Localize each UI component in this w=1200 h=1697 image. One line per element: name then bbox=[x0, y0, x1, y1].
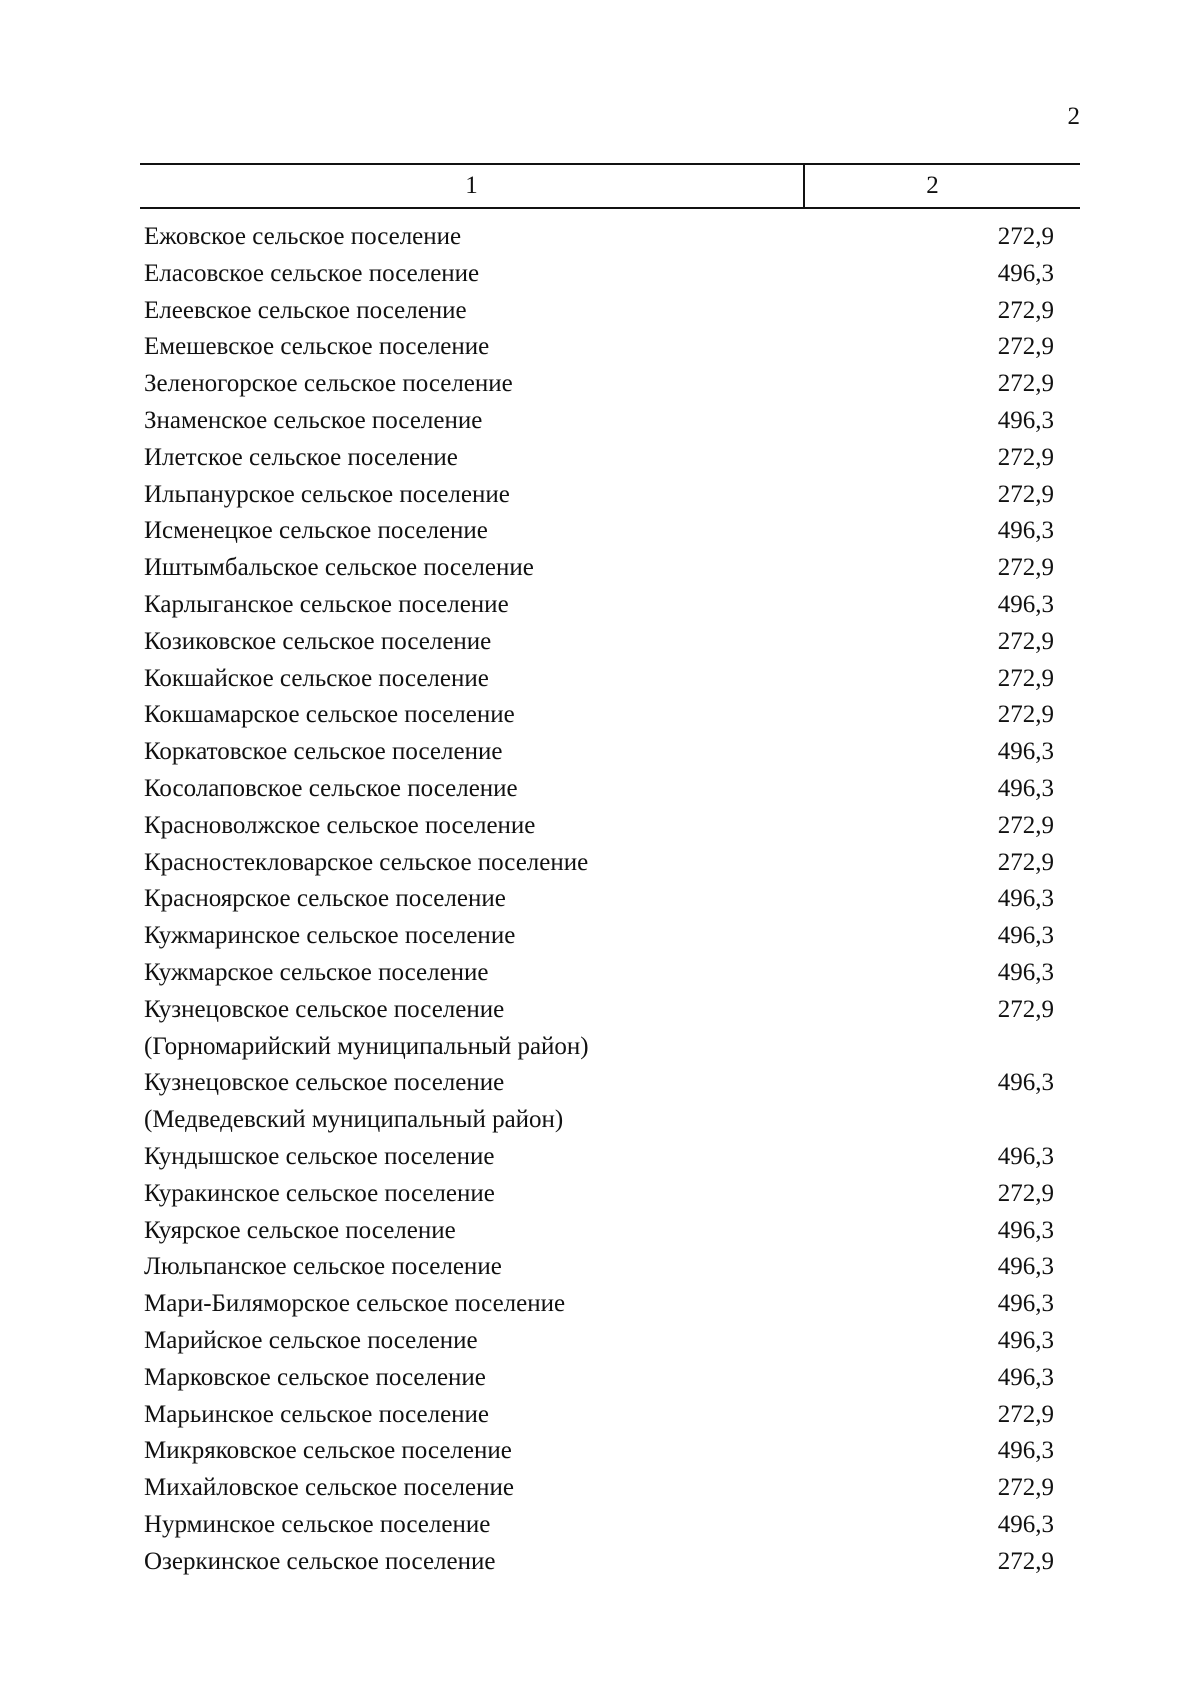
settlement-value: 496,3 bbox=[997, 774, 1054, 802]
column-header-2: 2 bbox=[926, 172, 939, 199]
settlement-name bbox=[144, 1065, 934, 1139]
settlement-value: 272,9 bbox=[997, 701, 1054, 729]
settlement-value: 496,3 bbox=[997, 259, 1054, 287]
settlement-value: 496,3 bbox=[997, 1510, 1054, 1538]
settlement-value: 272,9 bbox=[997, 664, 1054, 692]
settlement-name bbox=[144, 1176, 934, 1213]
settlement-value: 496,3 bbox=[997, 958, 1054, 986]
settlement-value: 496,3 bbox=[997, 406, 1054, 434]
settlement-name bbox=[144, 1249, 934, 1286]
settlement-name-line: Кокшамарское сельское поселение bbox=[144, 701, 515, 729]
column-header-1: 1 bbox=[140, 165, 805, 207]
table-row bbox=[144, 845, 1054, 882]
table-header bbox=[140, 163, 1080, 209]
settlement-name-line: Исменецкое сельское поселение bbox=[144, 517, 488, 545]
table-row bbox=[144, 1176, 1054, 1213]
table-row bbox=[144, 1433, 1054, 1470]
settlement-name bbox=[144, 587, 934, 624]
settlement-value: 496,3 bbox=[997, 1437, 1054, 1465]
settlement-name-line: Люльпанское сельское поселение bbox=[144, 1253, 502, 1281]
table-row bbox=[144, 219, 1054, 256]
settlement-name-line: Кузнецовское сельское поселение bbox=[144, 1069, 505, 1097]
table-row bbox=[144, 918, 1054, 955]
table-row bbox=[144, 1323, 1054, 1360]
settlement-value: 496,3 bbox=[997, 885, 1054, 913]
table-row bbox=[144, 1507, 1054, 1544]
settlement-value: 272,9 bbox=[997, 811, 1054, 839]
table-row bbox=[144, 808, 1054, 845]
settlement-name-line: Коркатовское сельское поселение bbox=[144, 738, 503, 766]
settlement-name-line: Красноярское сельское поселение bbox=[144, 885, 506, 913]
settlement-name-line: Марийское сельское поселение bbox=[144, 1326, 478, 1354]
settlement-value: 272,9 bbox=[997, 995, 1054, 1023]
table-row bbox=[144, 1139, 1054, 1176]
settlement-name bbox=[144, 624, 934, 661]
settlement-value: 496,3 bbox=[997, 738, 1054, 766]
settlement-name bbox=[144, 477, 934, 514]
settlement-name-line: Ежовское сельское поселение bbox=[144, 223, 462, 250]
settlement-value: 272,9 bbox=[997, 223, 1054, 250]
settlement-value: 272,9 bbox=[997, 1547, 1054, 1575]
settlement-name bbox=[144, 219, 934, 256]
settlement-name bbox=[144, 1360, 934, 1397]
settlement-value: 496,3 bbox=[997, 1216, 1054, 1244]
settlement-value: 496,3 bbox=[997, 1290, 1054, 1318]
settlement-name-line: Кокшайское сельское поселение bbox=[144, 664, 489, 692]
table-row bbox=[144, 771, 1054, 808]
settlement-name-line: Кужмарское сельское поселение bbox=[144, 958, 489, 986]
settlement-value: 272,9 bbox=[997, 443, 1054, 471]
settlement-name bbox=[144, 329, 934, 366]
table-row bbox=[144, 1065, 1054, 1139]
settlement-name-line: Знаменское сельское поселение bbox=[144, 406, 483, 434]
settlement-name-line: Куярское сельское поселение bbox=[144, 1216, 456, 1244]
settlement-name bbox=[144, 918, 934, 955]
settlement-value: 496,3 bbox=[997, 922, 1054, 950]
table-row bbox=[144, 513, 1054, 550]
settlement-name bbox=[144, 955, 934, 992]
settlement-name-line: Емешевское сельское поселение bbox=[144, 333, 490, 361]
settlement-value: 496,3 bbox=[997, 590, 1054, 618]
settlement-value: 272,9 bbox=[997, 848, 1054, 876]
settlement-district-line: (Горномарийский муниципальный район) bbox=[144, 1032, 589, 1060]
settlement-name-line: Кундышское сельское поселение bbox=[144, 1142, 495, 1170]
settlement-name bbox=[144, 697, 934, 734]
settlement-name-line: Михайловское сельское поселение bbox=[144, 1474, 514, 1502]
table-row bbox=[144, 1360, 1054, 1397]
table-row bbox=[144, 1544, 1054, 1581]
settlement-value: 272,9 bbox=[997, 296, 1054, 324]
settlement-name-line: Иштымбальское сельское поселение bbox=[144, 554, 534, 582]
settlement-name bbox=[144, 293, 934, 330]
settlement-name bbox=[144, 845, 934, 882]
settlement-value: 272,9 bbox=[997, 1474, 1054, 1502]
table-row bbox=[144, 1397, 1054, 1434]
settlement-name bbox=[144, 992, 934, 1066]
settlement-name-line: Микряковское сельское поселение bbox=[144, 1437, 512, 1465]
settlement-name-line: Нурминское сельское поселение bbox=[144, 1510, 491, 1538]
settlement-value: 496,3 bbox=[997, 517, 1054, 545]
table-row bbox=[144, 403, 1054, 440]
settlement-name bbox=[144, 403, 934, 440]
settlement-name-line: Озеркинское сельское поселение bbox=[144, 1547, 496, 1575]
settlement-name-line: Куракинское сельское поселение bbox=[144, 1179, 495, 1207]
settlement-name-line: Елеевское сельское поселение bbox=[144, 296, 467, 324]
settlement-value: 272,9 bbox=[997, 370, 1054, 398]
settlement-name bbox=[144, 1433, 934, 1470]
settlement-name-line: Илетское сельское поселение bbox=[144, 443, 458, 471]
settlement-name-line: Косолаповское сельское поселение bbox=[144, 774, 518, 802]
settlement-name bbox=[144, 513, 934, 550]
settlement-value: 496,3 bbox=[997, 1142, 1054, 1170]
settlement-value: 272,9 bbox=[997, 480, 1054, 508]
table-row bbox=[144, 955, 1054, 992]
table-row bbox=[144, 992, 1054, 1066]
settlement-name-line: Красностекловарское сельское поселение bbox=[144, 848, 589, 876]
settlement-value: 496,3 bbox=[997, 1253, 1054, 1281]
table-row bbox=[144, 256, 1054, 293]
table-row bbox=[144, 1470, 1054, 1507]
table-body bbox=[144, 219, 1054, 1580]
settlement-name bbox=[144, 256, 934, 293]
settlement-value: 496,3 bbox=[997, 1069, 1054, 1097]
table-row bbox=[144, 477, 1054, 514]
settlement-value: 272,9 bbox=[997, 1400, 1054, 1428]
settlement-name-line: Мари-Биляморское сельское поселение bbox=[144, 1290, 566, 1318]
settlement-name-line: Кузнецовское сельское поселение bbox=[144, 995, 505, 1023]
table-row bbox=[144, 881, 1054, 918]
table-row bbox=[144, 1249, 1054, 1286]
settlement-name bbox=[144, 1286, 934, 1323]
settlement-district-line: (Медведевский муниципальный район) bbox=[144, 1106, 564, 1134]
settlement-name bbox=[144, 1139, 934, 1176]
settlement-name bbox=[144, 550, 934, 587]
table-row bbox=[144, 587, 1054, 624]
table-row bbox=[144, 329, 1054, 366]
table-row bbox=[144, 366, 1054, 403]
settlement-name bbox=[144, 881, 934, 918]
settlement-name bbox=[144, 1213, 934, 1250]
settlement-name-line: Марьинское сельское поселение bbox=[144, 1400, 490, 1428]
table-row bbox=[144, 734, 1054, 771]
settlement-name bbox=[144, 1470, 934, 1507]
page-number: 2 bbox=[1067, 103, 1080, 130]
settlement-value: 496,3 bbox=[997, 1326, 1054, 1354]
table-row bbox=[144, 624, 1054, 661]
settlement-name bbox=[144, 440, 934, 477]
settlement-name-line: Козиковское сельское поселение bbox=[144, 627, 492, 655]
table-row bbox=[144, 440, 1054, 477]
settlement-name bbox=[144, 808, 934, 845]
settlement-name bbox=[144, 1323, 934, 1360]
table-row bbox=[144, 697, 1054, 734]
table-row bbox=[144, 1286, 1054, 1323]
settlement-name-line: Еласовское сельское поселение bbox=[144, 259, 480, 287]
settlement-name-line: Марковское сельское поселение bbox=[144, 1363, 486, 1391]
table-row bbox=[144, 1213, 1054, 1250]
settlement-name-line: Красноволжское сельское поселение bbox=[144, 811, 536, 839]
table-row bbox=[144, 661, 1054, 698]
table-row bbox=[144, 550, 1054, 587]
settlement-value: 272,9 bbox=[997, 333, 1054, 361]
table-row bbox=[144, 293, 1054, 330]
settlement-name bbox=[144, 771, 934, 808]
settlement-name bbox=[144, 1397, 934, 1434]
settlement-name bbox=[144, 661, 934, 698]
settlement-name-line: Зеленогорское сельское поселение bbox=[144, 370, 513, 398]
settlement-name bbox=[144, 1507, 934, 1544]
settlement-value: 272,9 bbox=[997, 554, 1054, 582]
settlement-name-line: Карлыганское сельское поселение bbox=[144, 590, 509, 618]
settlement-value: 496,3 bbox=[997, 1363, 1054, 1391]
settlement-name-line: Ильпанурское сельское поселение bbox=[144, 480, 510, 508]
settlement-name bbox=[144, 1544, 934, 1581]
settlement-value: 272,9 bbox=[997, 1179, 1054, 1207]
settlement-name bbox=[144, 366, 934, 403]
settlement-name-line: Кужмаринское сельское поселение bbox=[144, 922, 516, 950]
settlement-name bbox=[144, 734, 934, 771]
settlement-value: 272,9 bbox=[997, 627, 1054, 655]
